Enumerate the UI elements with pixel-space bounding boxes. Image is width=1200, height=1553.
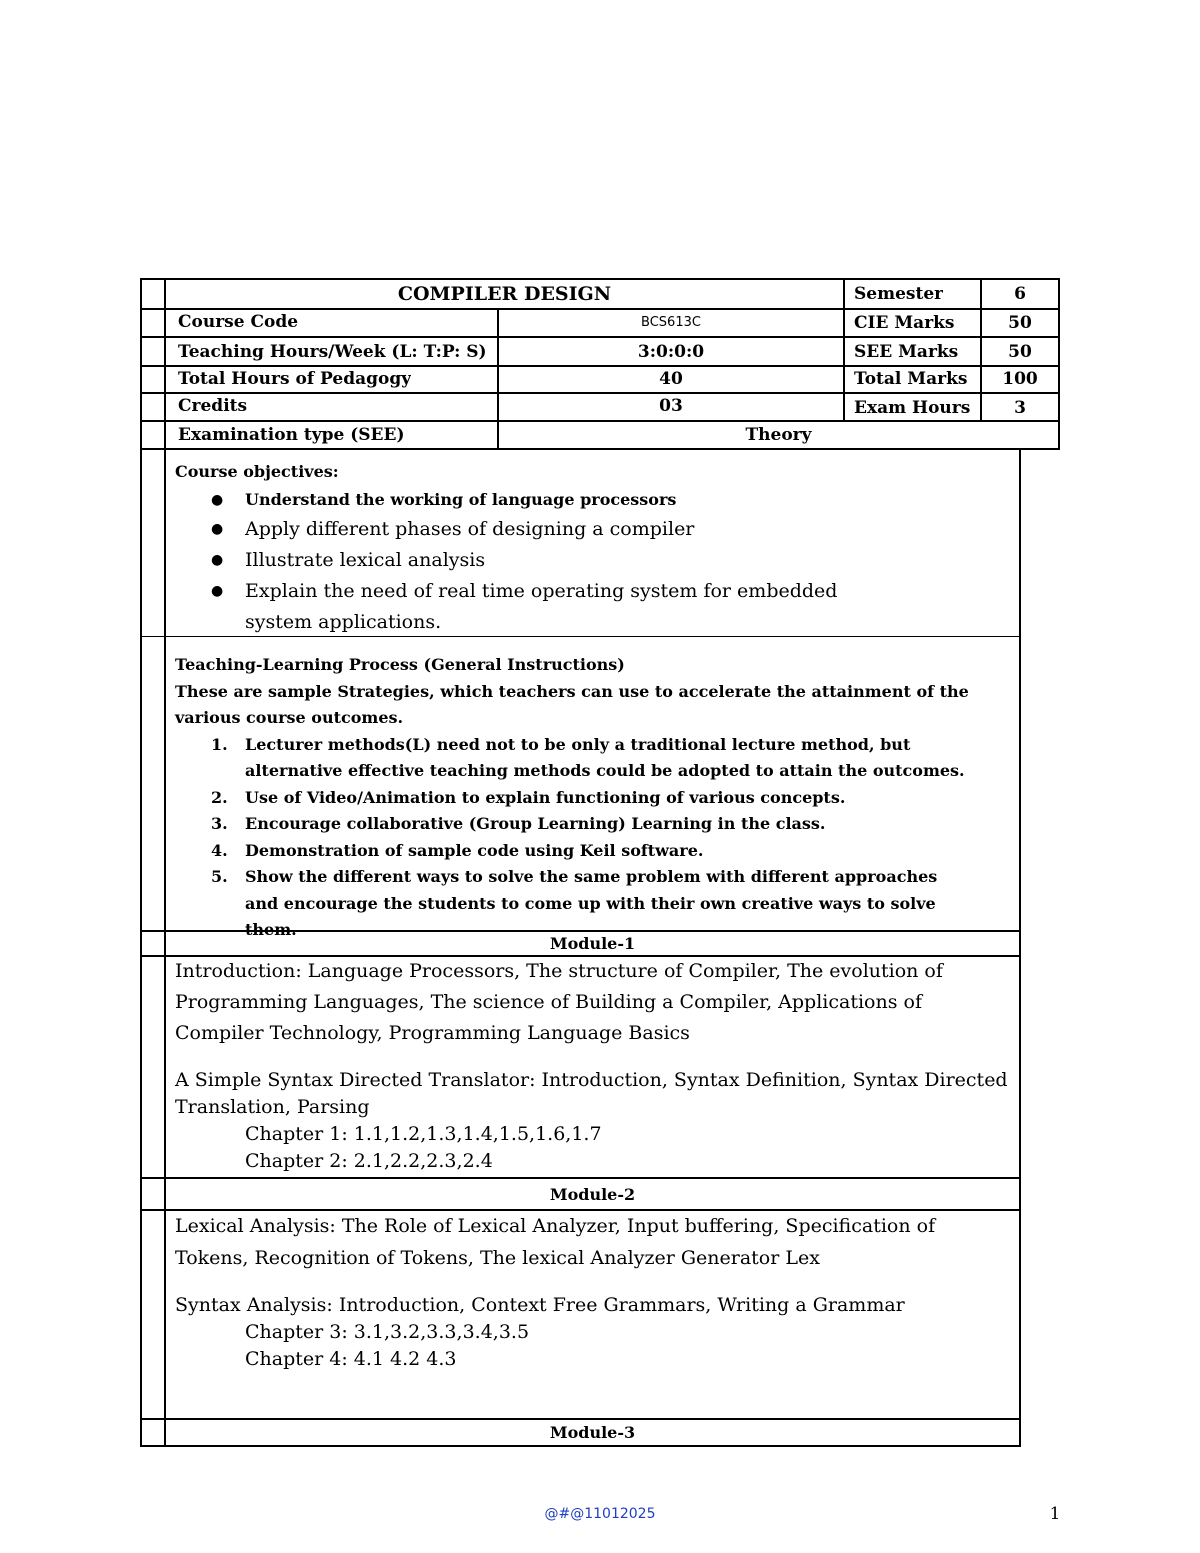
teaching-learning-section: [175, 652, 1005, 944]
key-total-marks: Total Marks: [854, 369, 968, 389]
item-text: Show the different ways to solve the same problem with different approaches and encourage the students to come up with their own creative ways to solve them.: [245, 867, 938, 939]
teaching-list: [175, 732, 1005, 944]
teaching-item: [175, 838, 1005, 865]
objective-text: Understand the working of language processors: [245, 490, 677, 509]
value-exam-type: Theory: [745, 424, 812, 445]
course-objectives-section: [175, 458, 1005, 638]
teaching-heading: Teaching-Learning Process (General Instructions): [175, 655, 625, 674]
module-2-para-2: Syntax Analysis: Introduction, Context Free Grammars, Writing a Grammar: [175, 1294, 905, 1316]
item-text: Lecturer methods(L) need not to be only a traditional lecture method, but alternative effective teaching methods could be adopted to attain the outcomes.: [245, 734, 965, 780]
module-1-chapter-1: Chapter 1: 1.1,1.2,1.3,1.4,1.5,1.6,1.7: [245, 1123, 602, 1145]
label-pedagogy-hours: Total Hours of Pedagogy: [178, 369, 412, 389]
module-2-chapter-4: Chapter 4: 4.1 4.2 4.3: [245, 1348, 457, 1370]
teaching-item: [175, 732, 1005, 785]
kval-semester: 6: [1014, 284, 1026, 304]
kval-cie-marks: 50: [1008, 313, 1032, 333]
key-see-marks: SEE Marks: [854, 342, 959, 362]
module-2-chapter-3: Chapter 3: 3.1,3.2,3.3,3.4,3.5: [245, 1321, 530, 1343]
module-1-para-2: A Simple Syntax Directed Translator: Introduction, Syntax Definition, Syntax Directed Translation, Parsing: [175, 1069, 1008, 1118]
module-1-chapter-2: Chapter 2: 2.1,2.2,2.3,2.4: [245, 1150, 493, 1172]
objectives-heading: Course objectives:: [175, 462, 339, 481]
kval-exam-hours: 3: [1014, 398, 1026, 418]
teaching-item: [175, 811, 1005, 838]
key-exam-hours: Exam Hours: [854, 398, 971, 418]
footer-watermark: @#@11012025: [544, 1506, 656, 1522]
objective-item: [175, 576, 1005, 638]
value-credits: 03: [659, 396, 683, 416]
key-semester: Semester: [854, 284, 944, 304]
teaching-intro: These are sample Strategies, which teachers can use to accelerate the attainment of the various course outcomes.: [175, 681, 969, 727]
module-3-title: Module-3: [549, 1423, 636, 1442]
module-1-para-1: Introduction: Language Processors, The structure of Compiler, The evolution of Programming Languages, The science of Building a Compiler, Applications of Compiler Technology, Programming Language Basics: [175, 960, 943, 1044]
item-text: Use of Video/Animation to explain functioning of various concepts.: [245, 787, 846, 807]
module-1-content: [175, 956, 1010, 1175]
module-2-title: Module-2: [549, 1185, 636, 1204]
value-course-code: BCS613C: [641, 314, 701, 330]
objective-text: Apply different phases of designing a compiler: [245, 518, 695, 540]
teaching-item: [175, 785, 1005, 812]
label-exam-type: Examination type (SEE): [178, 424, 405, 445]
objectives-list: [175, 486, 1005, 638]
item-number: 3.: [211, 814, 228, 833]
course-title: COMPILER DESIGN: [397, 283, 612, 305]
item-number: 2.: [211, 787, 228, 807]
module-2-para-1: Lexical Analysis: The Role of Lexical Analyzer, Input buffering, Specification of Tokens, Recognition of Tokens, The lexical Analyzer Generator Lex: [175, 1215, 936, 1269]
objective-text: Illustrate lexical analysis: [245, 549, 486, 571]
page-number: 1: [1049, 1504, 1061, 1524]
module-2-content: [175, 1210, 1010, 1373]
label-teaching-hours: Teaching Hours/Week (L: T:P: S): [178, 342, 487, 362]
kval-see-marks: 50: [1008, 342, 1032, 362]
item-number: 5.: [211, 867, 228, 886]
module-1-title: Module-1: [549, 934, 636, 953]
item-text: Demonstration of sample code using Keil software.: [245, 840, 704, 860]
item-number: 4.: [211, 840, 228, 860]
value-teaching-hours: 3:0:0:0: [637, 342, 705, 362]
item-text: Encourage collaborative (Group Learning) Learning in the class.: [245, 814, 826, 833]
key-cie-marks: CIE Marks: [854, 313, 955, 333]
value-pedagogy-hours: 40: [659, 369, 683, 389]
kval-total-marks: 100: [1002, 369, 1038, 389]
objective-item: [175, 545, 1005, 576]
objective-item: [175, 486, 1005, 514]
item-number: 1.: [211, 734, 228, 754]
objective-text: Explain the need of real time operating system for embedded system applications.: [245, 580, 838, 633]
label-course-code: Course Code: [178, 312, 299, 332]
objective-item: [175, 514, 1005, 545]
label-credits: Credits: [178, 396, 248, 416]
